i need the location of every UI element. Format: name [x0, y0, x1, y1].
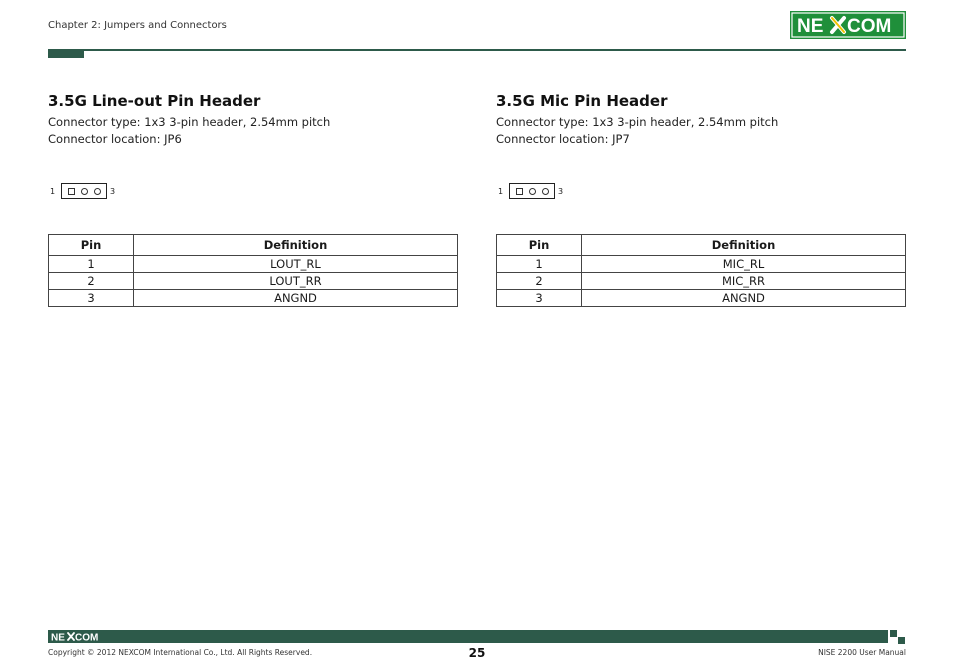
cell-definition: MIC_RR [582, 273, 906, 290]
cell-pin: 1 [497, 256, 582, 273]
table-header-row [49, 235, 458, 256]
table-row [49, 256, 458, 273]
pin-round [529, 188, 536, 195]
footer-logo-text-ne: NE [51, 632, 65, 642]
copyright-text: Copyright © 2012 NEXCOM International Co., Ltd. All Rights Reserved. [48, 648, 313, 657]
pin-first-label: 1 [498, 187, 504, 196]
nexcom-logo [790, 11, 906, 39]
chapter-title: Chapter 2: Jumpers and Connectors [48, 20, 227, 31]
header-definition: Definition [582, 235, 906, 256]
header-pin: Pin [49, 235, 134, 256]
connector-location: Connector location: JP7 [496, 132, 630, 146]
cell-definition: MIC_RL [582, 256, 906, 273]
table-header-row [497, 235, 906, 256]
pin-definition-table-jp7 [496, 234, 906, 307]
pin-square [516, 188, 523, 195]
logo-text-ne: NE [797, 16, 824, 37]
table-row [497, 256, 906, 273]
pin-round [94, 188, 101, 195]
pin-last-label: 3 [558, 187, 564, 196]
cell-pin: 1 [49, 256, 134, 273]
pin-definition-table-jp6 [48, 234, 458, 307]
footer-square [898, 637, 905, 644]
pin-round [81, 188, 88, 195]
cell-definition: ANGND [134, 290, 458, 307]
footer-bar [48, 630, 888, 643]
nexcom-footer-logo [51, 631, 107, 642]
cell-pin: 3 [49, 290, 134, 307]
footer-logo-text-com: COM [75, 632, 99, 642]
cell-definition: ANGND [582, 290, 906, 307]
footer-square [890, 630, 897, 637]
pin-header-outline [509, 183, 555, 199]
pin-round [542, 188, 549, 195]
manual-title: NISE 2200 User Manual [818, 648, 906, 657]
cell-pin: 2 [497, 273, 582, 290]
section-title: 3.5G Line-out Pin Header [48, 92, 261, 110]
table-row [49, 273, 458, 290]
pin-last-label: 3 [110, 187, 116, 196]
cell-pin: 2 [49, 273, 134, 290]
section-mic [496, 92, 906, 146]
header-rule-block [48, 49, 84, 58]
connector-type: Connector type: 1x3 3-pin header, 2.54mm pitch [496, 115, 779, 129]
cell-definition: LOUT_RR [134, 273, 458, 290]
section-title: 3.5G Mic Pin Header [496, 92, 668, 110]
table-row [497, 290, 906, 307]
cell-definition: LOUT_RL [134, 256, 458, 273]
pin-header-outline [61, 183, 107, 199]
connector-type: Connector type: 1x3 3-pin header, 2.54mm pitch [48, 115, 331, 129]
pin-square [68, 188, 75, 195]
table-row [497, 273, 906, 290]
header-pin: Pin [497, 235, 582, 256]
table-row [49, 290, 458, 307]
pin-first-label: 1 [50, 187, 56, 196]
cell-pin: 3 [497, 290, 582, 307]
section-line-out [48, 92, 458, 146]
page-number: 25 [468, 646, 486, 660]
connector-location: Connector location: JP6 [48, 132, 182, 146]
header-definition: Definition [134, 235, 458, 256]
logo-text-com: COM [847, 16, 892, 37]
header-rule [48, 49, 906, 51]
